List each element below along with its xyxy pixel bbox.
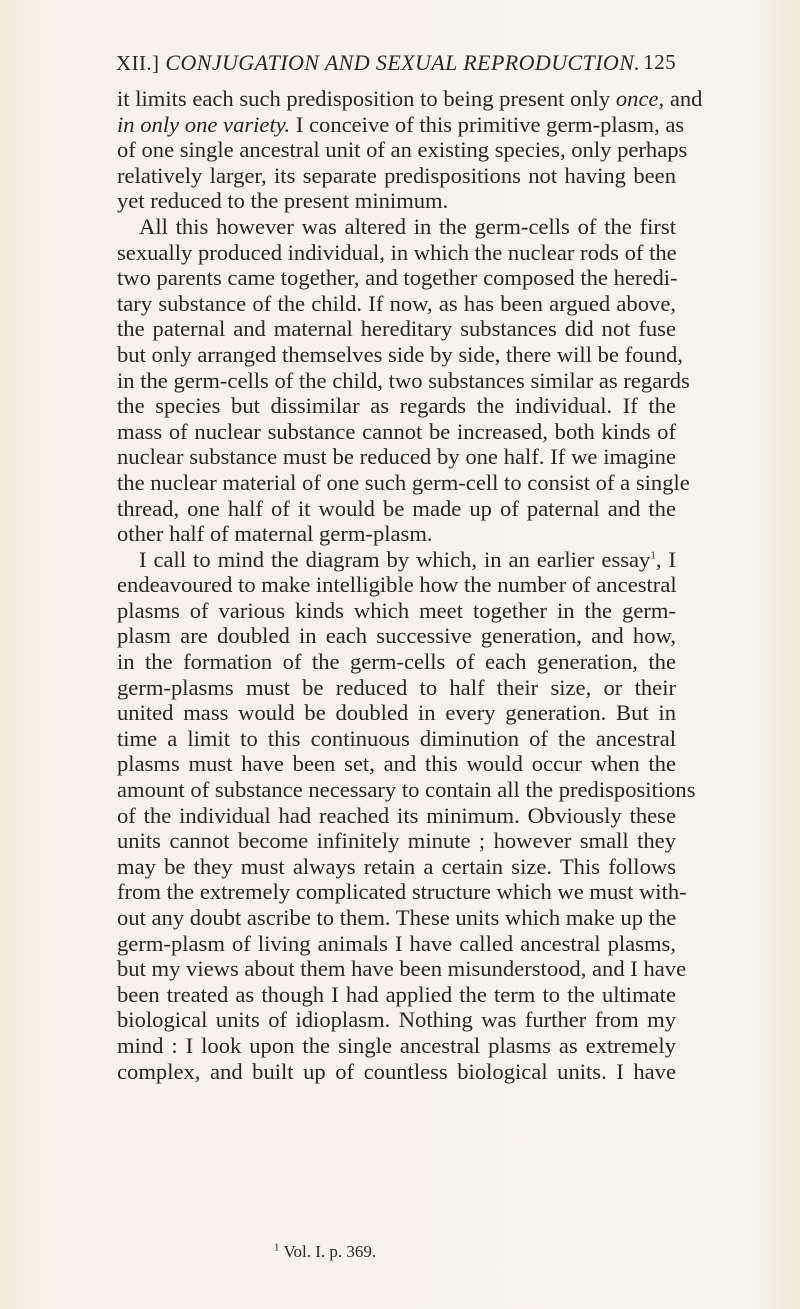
running-header (116, 50, 676, 84)
text-line (117, 547, 676, 573)
running-title: CONJUGATION AND SEXUAL REPRODUCTION. (165, 50, 641, 75)
text-line (117, 982, 676, 1008)
text-line (117, 1059, 676, 1085)
text-segment: the paternal and maternal hereditary substances did not fuse (117, 316, 676, 342)
text-segment: out any doubt ascribe to them. These units which make up the (117, 905, 677, 930)
text-line (117, 879, 687, 905)
text-segment: from the extremely complicated structure which we must with- (117, 879, 687, 905)
text-segment: united mass would be doubled in every generation. But in (117, 700, 676, 726)
text-line (117, 188, 676, 214)
text-segment: plasms of various kinds which meet together in the germ- (117, 597, 676, 623)
text-line (117, 572, 676, 598)
footnote (274, 1242, 376, 1262)
text-line (117, 1033, 676, 1059)
text-line (117, 931, 676, 957)
text-line (117, 367, 690, 394)
body-text (117, 86, 703, 1084)
text-line (117, 777, 696, 803)
text-line (117, 905, 676, 931)
text-segment: germ-plasms must be reduced to half their size, or their (117, 674, 676, 700)
text-line (117, 469, 690, 496)
text-segment: units cannot become infinitely minute ; however small they (117, 828, 676, 854)
text-line (117, 649, 676, 675)
text-segment: germ-plasm of living animals I have called ancestral plasms, (117, 930, 676, 956)
text-line (117, 828, 676, 854)
text-segment: complex, and built up of countless biological units. I have (117, 1058, 676, 1084)
text-segment: All this however was altered in the germ-cells of the first (139, 213, 676, 239)
text-segment: the nuclear material of one such germ-cell to consist of a single (117, 469, 690, 495)
text-line (117, 444, 676, 470)
text-line (117, 1007, 676, 1033)
text-line (117, 854, 676, 880)
text-segment: plasm are doubled in each successive generation, and how, (117, 623, 676, 649)
text-line (117, 265, 676, 291)
text-line (117, 341, 683, 368)
text-line (117, 623, 676, 649)
text-line (117, 803, 676, 829)
text-segment: time a limit to this continuous diminution of the ancestral (117, 725, 676, 751)
text-segment: amount of substance necessary to contain all the predispositions (117, 777, 696, 803)
text-line (117, 956, 687, 982)
footnote-marker: 1 (274, 1241, 280, 1254)
italic-text: in only one variety. (117, 111, 291, 137)
text-segment: thread, one half of it would be made up of paternal and the (117, 495, 676, 521)
text-segment: endeavoured to make intelligible how the number of ancestral (117, 572, 677, 598)
text-line (117, 700, 676, 726)
text-segment: relatively larger, its separate predispositions not having been (117, 162, 676, 188)
text-line (117, 751, 676, 777)
text-line (117, 214, 676, 240)
text-segment: may be they must always retain a certain size. This follows (117, 853, 676, 879)
text-line (117, 86, 703, 112)
text-segment: and (664, 86, 703, 111)
text-segment: I conceive of this primitive germ-plasm, as (290, 111, 685, 137)
text-line (117, 726, 676, 752)
text-line (117, 496, 676, 522)
text-line (117, 291, 676, 317)
text-segment: two parents came together, and together composed the heredi- (117, 265, 678, 291)
text-line (117, 240, 676, 266)
text-segment: mind : I look upon the single ancestral plasms as extremely (117, 1032, 676, 1058)
text-segment: in the germ-cells of the child, two substances similar as regards (117, 367, 690, 393)
text-segment: mass of nuclear substance cannot be increased, both kinds of (117, 418, 676, 444)
text-segment: , I (655, 546, 676, 572)
text-segment: of one single ancestral unit of an existing species, only perhaps (117, 137, 688, 163)
text-segment: of the individual had reached its minimum. Obviously these (117, 802, 676, 828)
italic-text: once, (615, 86, 665, 111)
text-segment: been treated as though I had applied the term to the ultimate (117, 981, 676, 1007)
text-segment: in the formation of the germ-cells of each generation, the (117, 649, 676, 675)
text-line (117, 163, 676, 189)
chapter-number: XII.] (116, 51, 160, 75)
text-segment: the species but dissimilar as regards the individual. If the (117, 393, 676, 419)
text-segment: but only arranged themselves side by side, there will be found, (117, 341, 683, 367)
text-segment: yet reduced to the present minimum. (117, 188, 449, 214)
text-segment: I call to mind the diagram by which, in an earlier essay (139, 546, 651, 572)
text-segment: other half of maternal germ-plasm. (117, 521, 433, 547)
text-line (117, 521, 676, 547)
text-line (117, 393, 676, 419)
text-line (117, 419, 676, 445)
text-segment: but my views about them have been misunderstood, and I have (117, 956, 687, 982)
text-segment: sexually produced individual, in which the nuclear rods of the (117, 239, 677, 265)
page-number: 125 (643, 50, 676, 74)
text-segment: it limits each such predisposition to being present only (117, 86, 616, 111)
text-segment: nuclear substance must be reduced by one half. If we imagine (117, 444, 676, 470)
text-segment: biological units of idioplasm. Nothing was further from my (117, 1007, 676, 1033)
text-segment: plasms must have been set, and this would occur when the (117, 751, 676, 777)
text-line (117, 675, 676, 701)
footnote-reference: 1 (650, 549, 656, 562)
text-line (117, 137, 688, 163)
text-line (117, 111, 685, 138)
text-line (117, 316, 676, 342)
text-segment: tary substance of the child. If now, as has been argued above, (117, 290, 676, 316)
footnote-text: Vol. I. p. 369. (283, 1242, 377, 1261)
text-line (117, 598, 676, 624)
